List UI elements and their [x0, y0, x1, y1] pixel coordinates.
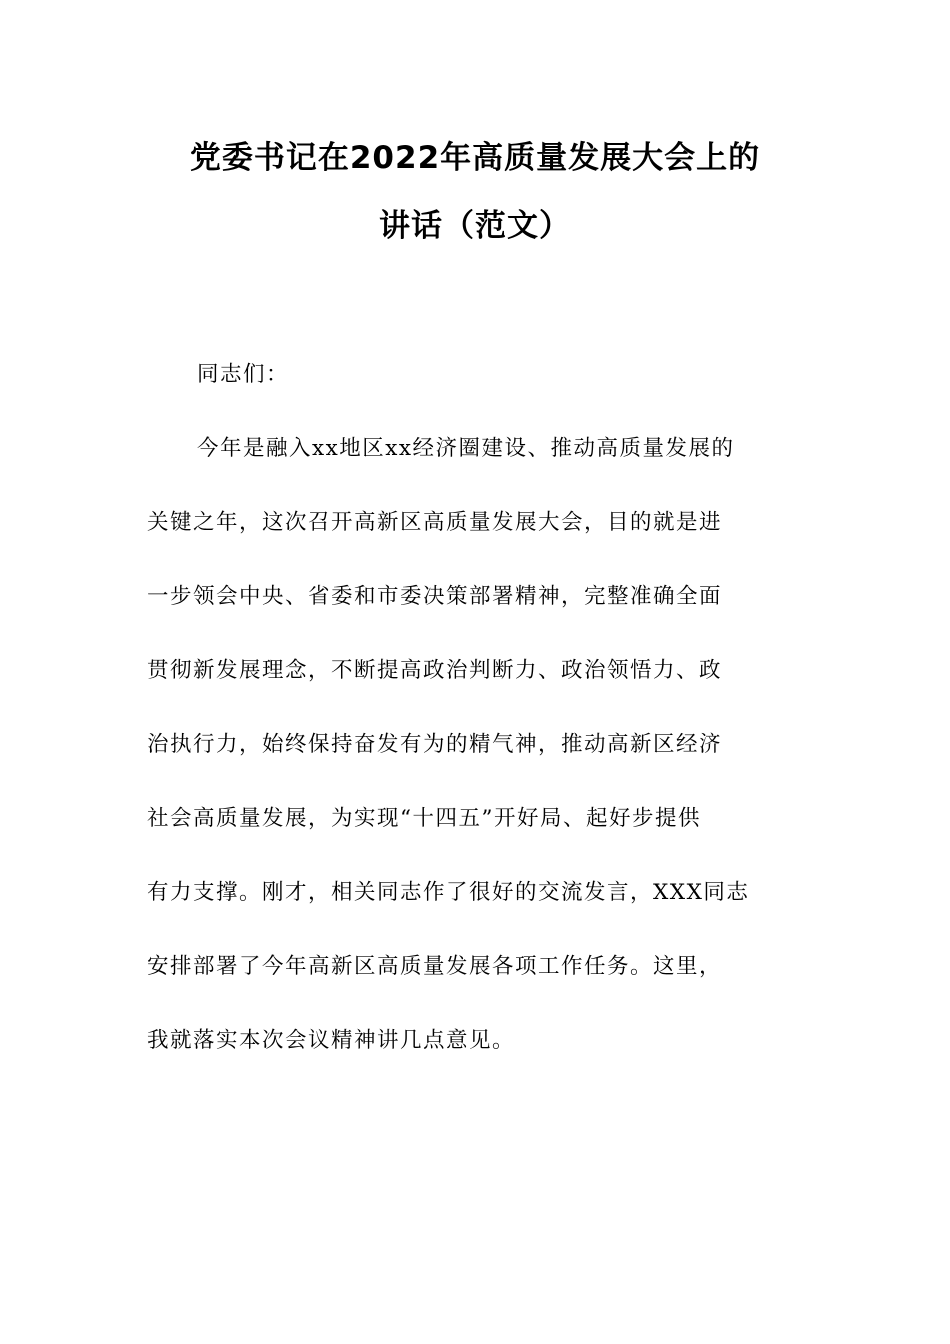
document-body — [147, 338, 812, 1078]
paragraph-line-4: 贯彻新发展理念，不断提高政治判断力、政治领悟力、政 — [147, 658, 723, 683]
paragraph-line-2: 关键之年，这次召开高新区高质量发展大会，目的就是进 — [147, 510, 723, 535]
paragraph-line-7: 有力支撑。刚才，相关同志作了很好的交流发言，XXX同志 — [147, 880, 750, 905]
title-line-2: 讲话（范文） — [379, 208, 571, 244]
paragraph-line-5: 治执行力，始终保持奋发有为的精气神，推动高新区经济 — [147, 732, 723, 757]
paragraph-line-9: 我就落实本次会议精神讲几点意见。 — [147, 1028, 516, 1053]
paragraph-line-1: 今年是融入xx地区xx经济圈建设、推动高质量发展的 — [197, 436, 735, 461]
paragraph-line-6: 社会高质量发展，为实现“十四五”开好局、起好步提供 — [147, 806, 701, 831]
paragraph-line-8: 安排部署了今年高新区高质量发展各项工作任务。这里， — [147, 954, 723, 979]
paragraph-line-3: 一步领会中央、省委和市委决策部署精神，完整准确全面 — [147, 584, 723, 609]
document-title — [0, 124, 950, 260]
title-line-1: 党委书记在2022年高质量发展大会上的 — [189, 140, 761, 176]
salutation: 同志们： — [197, 362, 290, 387]
